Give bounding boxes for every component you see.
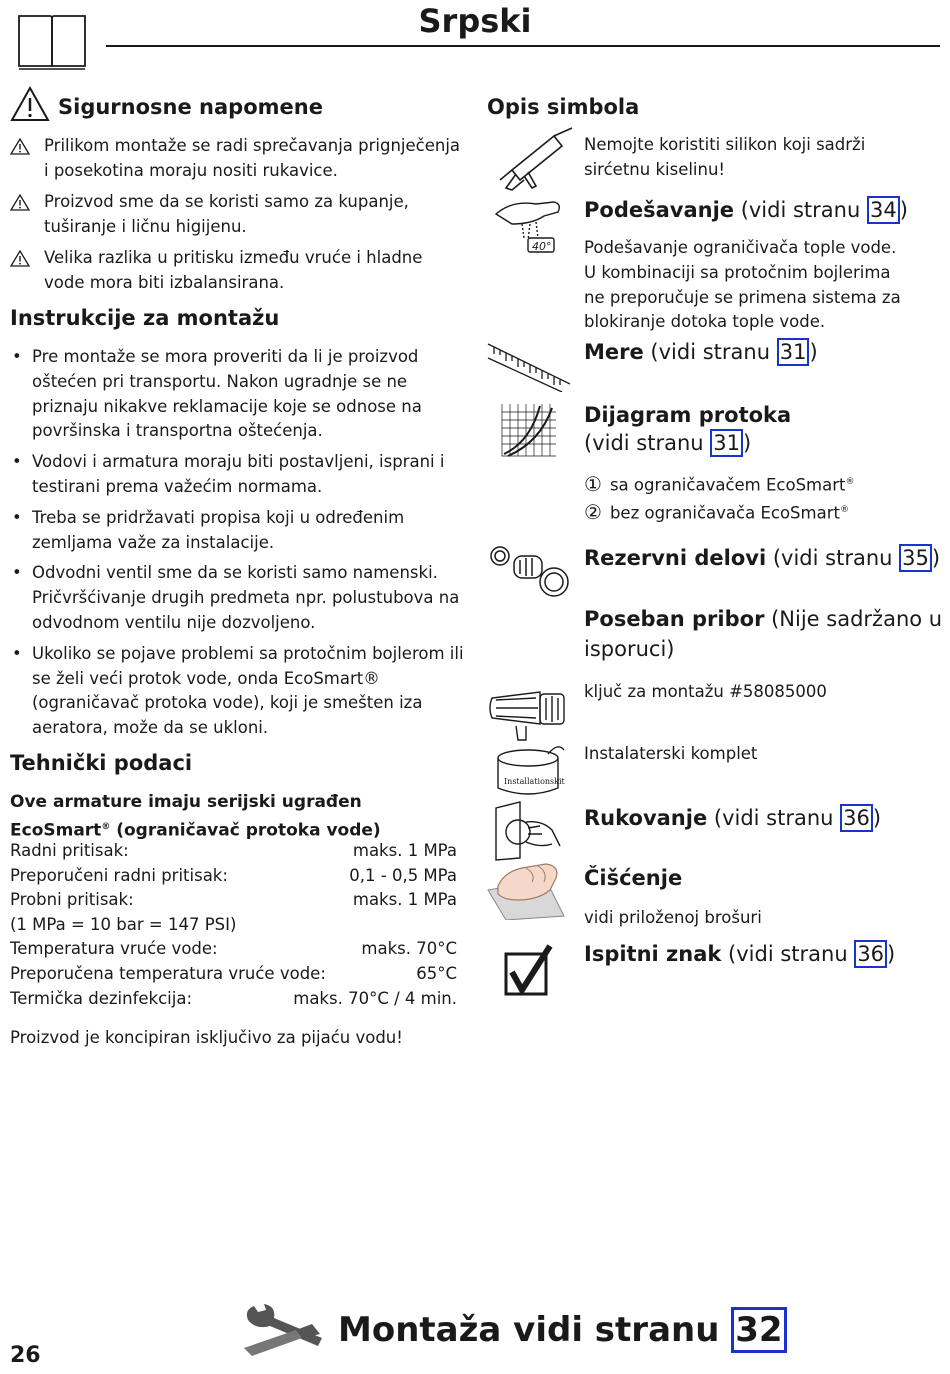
bullet-icon: • xyxy=(12,347,22,366)
spec-row: Temperatura vruće vode: maks. 70°C xyxy=(10,939,457,959)
adjust-description: Podešavanje ograničivača tople vode. U kombinaciji sa protočnim bojlerima ne preporučuje se primena sistema za blokiranje dotoka tople vode. xyxy=(584,238,901,332)
bullet-icon: • xyxy=(12,643,22,663)
test-mark-heading: Ispitni znak (vidi stranu 36 ) xyxy=(584,942,896,966)
warning-icon xyxy=(10,138,30,163)
page-reference-link[interactable]: 34 xyxy=(867,196,900,224)
flow-diagram-icon xyxy=(500,402,558,462)
adjust-heading: Podešavanje (vidi stranu 34 ) xyxy=(584,198,908,222)
install-heading: Instrukcije za montažu xyxy=(10,306,280,330)
bullet-icon: • xyxy=(12,507,22,527)
bullet-icon: • xyxy=(12,452,22,472)
spec-table xyxy=(10,839,457,1011)
page-reference-link[interactable]: 36 xyxy=(854,940,887,968)
spec-row: Preporučeni radni pritisak: 0,1 - 0,5 MPa xyxy=(10,865,457,885)
page-number: 26 xyxy=(10,1343,41,1368)
spare-parts-heading: Rezervni delovi (vidi stranu 35 ) xyxy=(584,546,941,570)
page-reference-link[interactable]: 32 xyxy=(731,1307,786,1353)
spec-row: Termička dezinfekcija: maks. 70°C / 4 min. xyxy=(10,988,457,1008)
page-reference-link[interactable]: 31 xyxy=(710,429,743,457)
safety-item-text: Prilikom montaže se radi sprečavanja prignječenja i posekotina moraju nositi rukavice. xyxy=(44,136,461,180)
list-item: • Odvodni ventil sme da se koristi samo namenski. Pričvršćivanje drugih predmeta npr. polustubova na odvodnom ventilu nije dozvoljeno. xyxy=(12,563,460,632)
safety-item-text: Velika razlika u pritisku između vruće i hladne vode mora biti izbalansirana. xyxy=(44,248,423,292)
cleaning-text: vidi priloženoj brošuri xyxy=(584,908,762,927)
safety-item-text: Proizvod sme da se koristi samo za kupanje, tuširanje i ličnu higijenu. xyxy=(44,192,409,236)
page-language-title: Srpski xyxy=(418,2,532,40)
mounting-key-text: ključ za montažu #58085000 xyxy=(584,682,827,701)
warning-icon xyxy=(10,250,30,275)
operation-hand-icon xyxy=(492,800,562,866)
silicone-warning-text: Nemojte koristiti silikon koji sadrži sirćetnu kiselinu! xyxy=(584,135,866,179)
warning-icon xyxy=(10,194,30,219)
list-item: • Ukoliko se pojave problemi sa protočnim bojlerom ili se želi veći protok vode, onda EcoSmart® (ograničavač protoka vode), koji je smešten iza aeratora, može da se ukloni. xyxy=(12,643,464,738)
safety-heading: Sigurnosne napomene xyxy=(58,95,323,119)
title-rule xyxy=(106,45,940,47)
safety-item xyxy=(10,134,460,184)
ruler-icon xyxy=(486,340,572,396)
drinking-water-note: Proizvod je koncipiran isključivo za pijaću vodu! xyxy=(10,1028,403,1047)
spec-row: Radni pritisak: maks. 1 MPa xyxy=(10,841,457,860)
safety-item xyxy=(10,190,460,240)
wrench-tools-icon xyxy=(242,1304,326,1364)
cleaning-cloth-icon xyxy=(486,860,566,924)
spec-row: Preporučena temperatura vruće vode: 65°C xyxy=(10,963,457,983)
operation-heading: Rukovanje (vidi stranu 36 ) xyxy=(584,806,882,830)
flow-legend xyxy=(584,470,914,527)
accessory-heading-cont: isporuci) xyxy=(584,637,675,661)
page-reference-link[interactable]: 31 xyxy=(777,338,810,366)
install-list xyxy=(10,345,465,747)
flow-legend-item: ② bez ograničavača EcoSmart® xyxy=(584,499,849,524)
installation-kit-text: Instalaterski komplet xyxy=(584,744,758,763)
temperature-readout: 40° xyxy=(532,240,552,253)
dimensions-heading: Mere (vidi stranu 31 ) xyxy=(584,340,818,364)
kit-can-label: Installationskit xyxy=(504,777,565,786)
caulking-gun-icon xyxy=(498,126,578,196)
cleaning-heading: Čišćenje xyxy=(584,866,683,890)
spec-row: Probni pritisak: maks. 1 MPa xyxy=(10,890,457,910)
spec-row: (1 MPa = 10 bar = 147 PSI) xyxy=(10,914,237,934)
spare-parts-icon xyxy=(488,540,572,606)
symbols-heading: Opis simbola xyxy=(487,95,640,119)
bullet-icon: • xyxy=(12,563,22,583)
list-item: • Vodovi i armatura moraju biti postavljeni, isprani i testirani prema važećim normama. xyxy=(12,452,445,496)
temperature-adjust-icon xyxy=(492,194,572,262)
checkmark-box-icon xyxy=(504,942,554,1002)
flow-reference: (vidi stranu 31 ) xyxy=(584,431,752,455)
flow-heading: Dijagram protoka xyxy=(584,403,792,427)
page-reference-link[interactable]: 36 xyxy=(840,804,873,832)
open-book-icon xyxy=(16,12,88,74)
tech-heading: Tehnički podaci xyxy=(10,751,193,775)
safety-item xyxy=(10,246,460,296)
safety-heading-warning-icon xyxy=(10,86,50,126)
page-reference-link[interactable]: 35 xyxy=(899,544,932,572)
installation-kit-icon xyxy=(492,744,568,804)
footer-title: Montaža vidi stranu 32 xyxy=(338,1310,787,1350)
flow-legend-item: ① sa ograničavačem EcoSmart® xyxy=(584,471,855,496)
list-item: • Pre montaže se mora proveriti da li je proizvod oštećen pri transportu. Nakon ugradnje se ne priznaju nikakve reklamacije koje se odnose na površinska i transportna oštećenja. xyxy=(12,347,422,441)
accessory-heading: Poseban pribor (Nije sadržano u xyxy=(584,607,943,631)
list-item: • Treba se pridržavati propisa koji u određenim zemljama važe za instalacije. xyxy=(12,507,405,552)
mounting-key-icon xyxy=(486,684,574,746)
tech-subheading: Ove armature imaju serijski ugrađen EcoSmart® (ograničavač protoka vode) xyxy=(10,792,381,841)
